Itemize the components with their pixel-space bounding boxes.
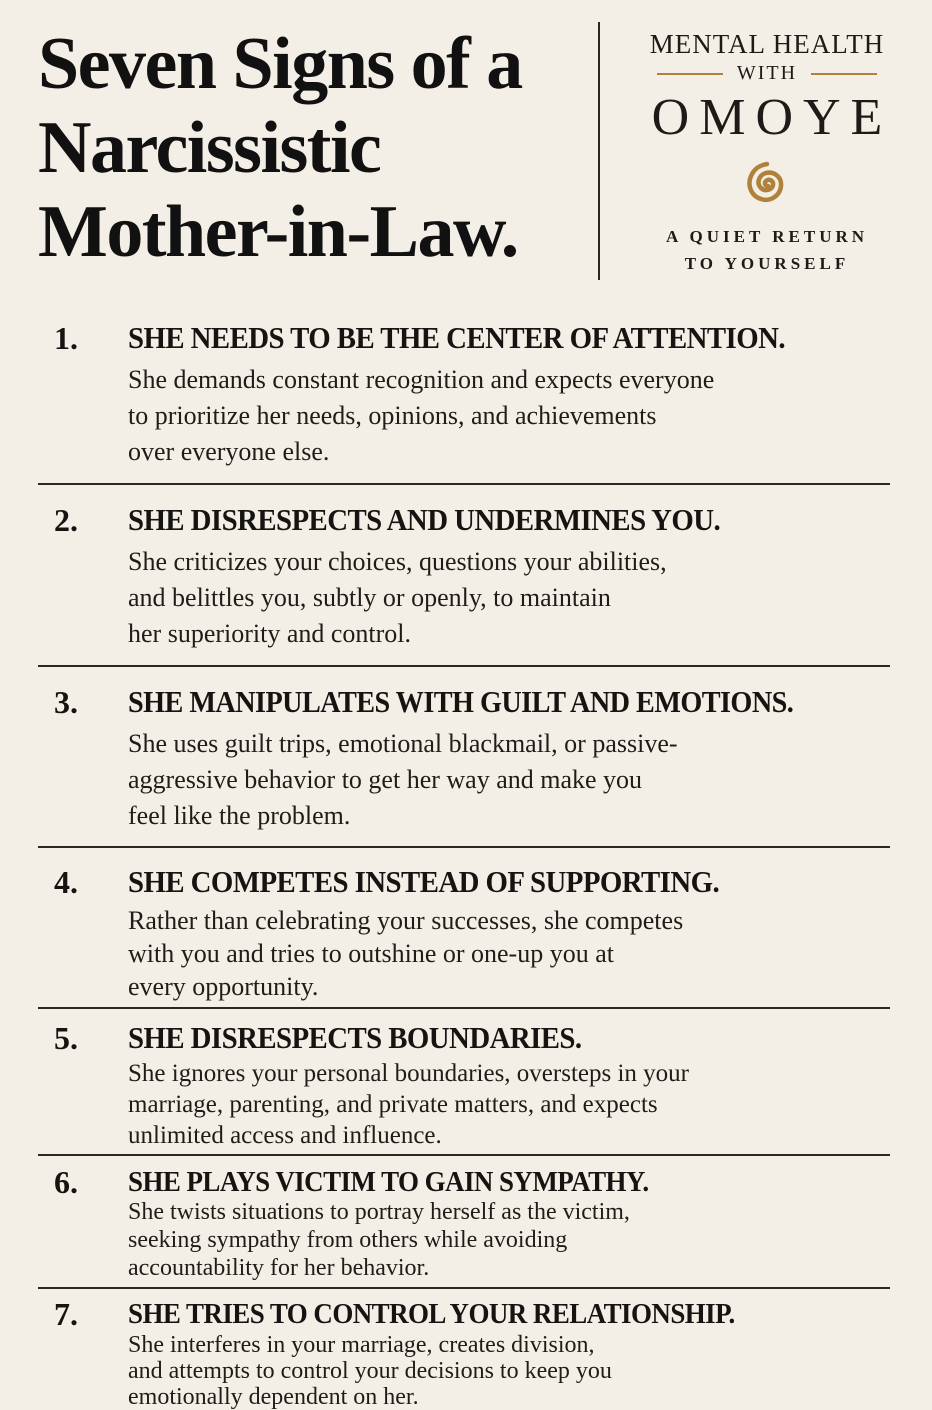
description-line: emotionally dependent on her. bbox=[128, 1384, 419, 1410]
brand-with-row bbox=[612, 62, 922, 85]
divider bbox=[38, 1007, 890, 1009]
item-heading: SHE COMPETES INSTEAD OF SUPPORTING. bbox=[128, 864, 720, 899]
tagline-line: A QUIET RETURN bbox=[665, 227, 869, 246]
description-line: to prioritize her needs, opinions, and achievements bbox=[128, 401, 657, 430]
description-line: her superiority and control. bbox=[128, 619, 412, 648]
description-line: seeking sympathy from others while avoiding bbox=[128, 1227, 568, 1253]
title-line: Seven Signs of a bbox=[38, 23, 522, 105]
item-number: 6. bbox=[54, 1164, 78, 1200]
description-line: marriage, parenting, and private matters, and expects bbox=[128, 1091, 658, 1118]
item-description bbox=[128, 1332, 612, 1410]
brand-name: OMOYE bbox=[651, 89, 893, 146]
description-line: accountability for her behavior. bbox=[128, 1255, 430, 1281]
description-line: She ignores your personal boundaries, oversteps in your bbox=[128, 1060, 689, 1087]
brand-rule-right bbox=[811, 73, 877, 75]
item-number: 4. bbox=[54, 864, 78, 900]
description-line: She twists situations to portray herself as the victim, bbox=[128, 1199, 630, 1225]
tagline-line: TO YOURSELF bbox=[684, 254, 850, 273]
description-line: She demands constant recognition and expects everyone bbox=[128, 365, 715, 394]
title-line: Mother-in-Law. bbox=[38, 191, 518, 273]
header bbox=[0, 0, 932, 290]
brand-rule-left bbox=[657, 73, 723, 75]
divider bbox=[38, 665, 890, 667]
item-number: 7. bbox=[54, 1296, 78, 1332]
item-number: 2. bbox=[54, 502, 78, 538]
brand-with-text: WITH bbox=[736, 62, 798, 84]
description-line: and attempts to control your decisions to keep you bbox=[128, 1358, 612, 1384]
description-line: unlimited access and influence. bbox=[128, 1122, 442, 1149]
description-line: aggressive behavior to get her way and make you bbox=[128, 765, 643, 794]
description-line: Rather than celebrating your successes, she competes bbox=[128, 906, 684, 935]
description-line: feel like the problem. bbox=[128, 801, 351, 830]
item-heading: SHE DISRESPECTS AND UNDERMINES YOU. bbox=[128, 502, 721, 537]
page-title bbox=[38, 22, 598, 274]
item-heading: SHE DISRESPECTS BOUNDARIES. bbox=[128, 1020, 582, 1055]
description-line: She uses guilt trips, emotional blackmail, or passive- bbox=[128, 729, 678, 758]
item-description bbox=[128, 544, 667, 652]
item-number: 3. bbox=[54, 684, 78, 720]
item-description bbox=[128, 362, 714, 470]
description-line: over everyone else. bbox=[128, 437, 330, 466]
item-heading: SHE MANIPULATES WITH GUILT AND EMOTIONS. bbox=[128, 684, 794, 719]
item-description bbox=[128, 1198, 630, 1282]
description-line: and belittles you, subtly or openly, to maintain bbox=[128, 583, 611, 612]
title-line: Narcissistic bbox=[38, 107, 381, 189]
description-line: She interferes in your marriage, creates division, bbox=[128, 1332, 595, 1358]
item-heading: SHE TRIES TO CONTROL YOUR RELATIONSHIP. bbox=[128, 1298, 735, 1330]
item-heading: SHE NEEDS TO BE THE CENTER OF ATTENTION. bbox=[128, 320, 786, 355]
brand-top-text: MENTAL HEALTH bbox=[649, 29, 885, 59]
item-number: 5. bbox=[54, 1020, 78, 1056]
description-line: with you and tries to outshine or one-up you at bbox=[128, 939, 614, 968]
divider bbox=[38, 846, 890, 848]
header-divider bbox=[598, 22, 600, 280]
brand-tagline bbox=[612, 223, 922, 277]
description-line: She criticizes your choices, questions your abilities, bbox=[128, 547, 667, 576]
brand-logo bbox=[612, 28, 922, 277]
item-number: 1. bbox=[54, 320, 78, 356]
item-description bbox=[128, 904, 683, 1003]
item-description bbox=[128, 1058, 689, 1151]
divider bbox=[38, 1287, 890, 1289]
divider bbox=[38, 483, 890, 485]
item-heading: SHE PLAYS VICTIM TO GAIN SYMPATHY. bbox=[128, 1166, 649, 1198]
description-line: every opportunity. bbox=[128, 972, 319, 1001]
spiral-icon bbox=[732, 153, 802, 215]
item-description bbox=[128, 726, 678, 834]
divider bbox=[38, 1154, 890, 1156]
